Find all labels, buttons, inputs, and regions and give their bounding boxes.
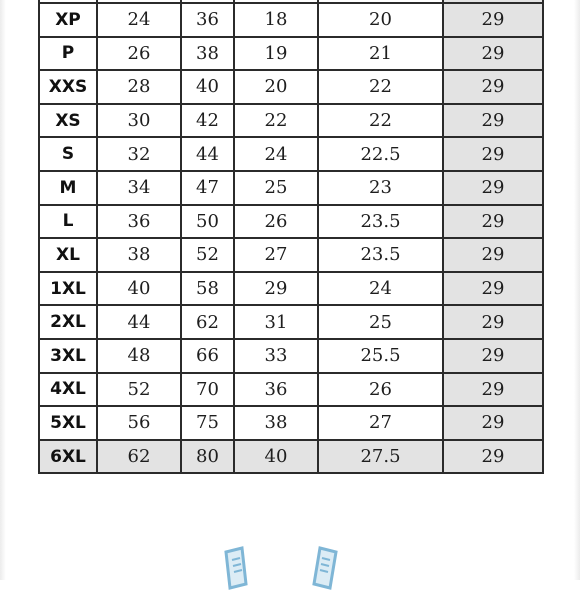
measurement-cell: 29 [443, 205, 543, 239]
measurement-cell: 24 [318, 272, 443, 306]
measurement-cell: 75 [181, 406, 234, 440]
measurement-cell: 32 [97, 137, 181, 171]
measurement-cell: 18 [234, 3, 318, 37]
measurement-cell: 30 [97, 104, 181, 138]
measurement-cell: 27.5 [318, 440, 443, 474]
size-label-cell: M [39, 171, 97, 205]
measurement-cell: 36 [181, 3, 234, 37]
measurement-cell: 80 [181, 440, 234, 474]
measurement-cell: 62 [97, 440, 181, 474]
measurement-cell: 29 [443, 272, 543, 306]
measurement-cell: 44 [97, 305, 181, 339]
left-edge-shadow [0, 0, 6, 580]
table-row [39, 339, 543, 373]
table-row [39, 37, 543, 71]
table-row [39, 104, 543, 138]
measurement-cell: 29 [443, 37, 543, 71]
size-label-cell: XP [39, 3, 97, 37]
measurement-cell: 29 [443, 104, 543, 138]
measurement-cell: 22.5 [318, 137, 443, 171]
measurement-cell: 70 [181, 373, 234, 407]
measurement-cell: 29 [443, 3, 543, 37]
measurement-cell: 31 [234, 305, 318, 339]
size-label-cell: P [39, 37, 97, 71]
size-label-cell: 1XL [39, 272, 97, 306]
measurement-cell: 29 [443, 406, 543, 440]
measurement-cell: 47 [181, 171, 234, 205]
measurement-cell: 29 [443, 70, 543, 104]
size-label-cell: 3XL [39, 339, 97, 373]
measurement-cell: 52 [97, 373, 181, 407]
measurement-cell: 50 [181, 205, 234, 239]
measurement-cell: 29 [443, 440, 543, 474]
measurement-cell: 23.5 [318, 238, 443, 272]
measurement-cell: 22 [318, 104, 443, 138]
measurement-cell: 26 [97, 37, 181, 71]
measurement-cell: 42 [181, 104, 234, 138]
measurement-cell: 25 [234, 171, 318, 205]
size-label-cell: S [39, 137, 97, 171]
measurement-cell: 29 [234, 272, 318, 306]
measurement-cell: 29 [443, 305, 543, 339]
measurement-cell: 29 [443, 373, 543, 407]
measurement-cell: 52 [181, 238, 234, 272]
measurement-cell: 48 [97, 339, 181, 373]
measurement-cell: 23.5 [318, 205, 443, 239]
table-row [39, 171, 543, 205]
size-label-cell: 4XL [39, 373, 97, 407]
measurement-cell: 58 [181, 272, 234, 306]
size-label-cell: L [39, 205, 97, 239]
table-row [39, 373, 543, 407]
measurement-cell: 40 [97, 272, 181, 306]
measurement-cell: 21 [318, 37, 443, 71]
measurement-cell: 38 [97, 238, 181, 272]
measurement-cell: 24 [97, 3, 181, 37]
measurement-cell: 33 [234, 339, 318, 373]
size-label-cell: 5XL [39, 406, 97, 440]
measurement-cell: 25.5 [318, 339, 443, 373]
measurement-cell: 24 [234, 137, 318, 171]
measurement-cell: 23 [318, 171, 443, 205]
right-edge-shadow [574, 0, 580, 580]
measurement-cell: 36 [97, 205, 181, 239]
measurement-cell: 62 [181, 305, 234, 339]
table-row [39, 440, 543, 474]
measurement-cell: 22 [234, 104, 318, 138]
measurement-cell: 27 [234, 238, 318, 272]
table-row [39, 272, 543, 306]
measurement-cell: 38 [234, 406, 318, 440]
measurement-cell: 29 [443, 171, 543, 205]
table-row [39, 205, 543, 239]
measurement-cell: 40 [181, 70, 234, 104]
measurement-cell: 27 [318, 406, 443, 440]
measurement-cell: 20 [234, 70, 318, 104]
table-row [39, 3, 543, 37]
table-row [39, 406, 543, 440]
measurement-cell: 44 [181, 137, 234, 171]
measurement-cell: 22 [318, 70, 443, 104]
measurement-cell: 56 [97, 406, 181, 440]
size-table [38, 0, 544, 474]
table-row [39, 305, 543, 339]
size-label-cell: XXS [39, 70, 97, 104]
size-label-cell: 6XL [39, 440, 97, 474]
measurement-cell: 36 [234, 373, 318, 407]
measurement-cell: 28 [97, 70, 181, 104]
measurement-cell: 26 [234, 205, 318, 239]
measurement-cell: 29 [443, 137, 543, 171]
brand-logo-icon [212, 540, 352, 590]
measurement-cell: 19 [234, 37, 318, 71]
table-row [39, 238, 543, 272]
size-label-cell: 2XL [39, 305, 97, 339]
size-label-cell: XS [39, 104, 97, 138]
measurement-cell: 40 [234, 440, 318, 474]
measurement-cell: 29 [443, 238, 543, 272]
measurement-cell: 34 [97, 171, 181, 205]
measurement-cell: 38 [181, 37, 234, 71]
measurement-cell: 66 [181, 339, 234, 373]
size-label-cell: XL [39, 238, 97, 272]
measurement-cell: 26 [318, 373, 443, 407]
measurement-cell: 25 [318, 305, 443, 339]
table-row [39, 137, 543, 171]
measurement-cell: 29 [443, 339, 543, 373]
measurement-cell: 20 [318, 3, 443, 37]
table-row [39, 70, 543, 104]
